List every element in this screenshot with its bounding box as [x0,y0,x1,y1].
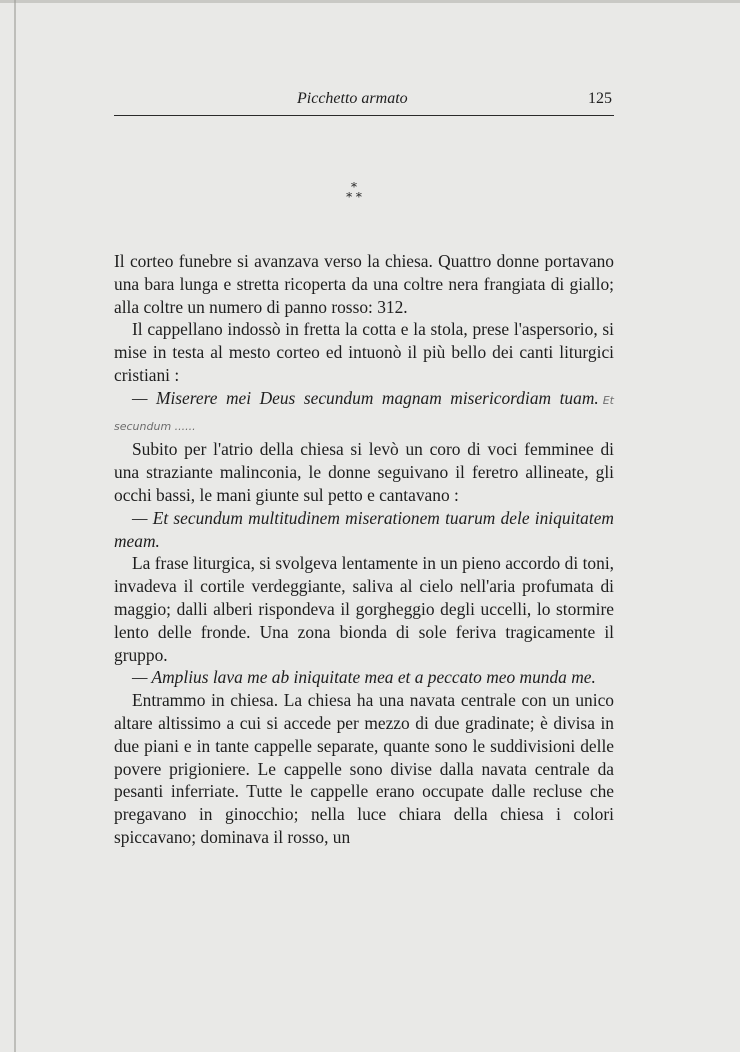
latin-chant-3: — Amplius lava me ab iniquitate mea et a peccato meo munda me. [132,667,596,688]
latin-chant-1 [114,387,614,439]
latin-text: — Miserere mei Deus secundum magnam misericordiam tuam. [132,387,599,408]
page-binding-edge [14,0,16,1052]
section-break-asterism: * * * [346,180,362,204]
page-top-edge [0,0,740,3]
paragraph: Il cappellano indossò in fretta la cotta e la stola, prese l'aspersorio, si mise in testa al mesto corteo ed intuonò il più bello dei canti liturgici cristiani : [114,319,614,385]
page-number: 125 [588,90,612,107]
handwritten-note: Et secundum ...... [114,393,614,433]
paragraph: Subito per l'atrio della chiesa si levò un coro di voci femminee di una straziante malinconia, le donne seguivano il feretro allineate, gli occhi bassi, le mani giunte sul petto e cantavano : [114,439,614,505]
paragraph: Entrammo in chiesa. La chiesa ha una navata centrale con un unico altare altissimo a cui si accede per mezzo di due gradinate; è divisa in due piani e in tante cappelle separate, quante sono le suddivisioni delle povere prigioniere. Le cappelle sono divise dalla navata centrale da pesanti inferriate. Tutte le cappelle erano occupate dalle recluse che pregavano in ginocchio; nella luce chiara della chiesa i colori spiccavano; dominava il rosso, un [114,690,614,847]
body-text [114,250,614,849]
header-rule [114,115,614,117]
running-title: Picchetto armato [297,90,408,107]
running-header [114,86,614,116]
paragraph: Il corteo funebre si avanzava verso la chiesa. Quattro donne portavano una bara lunga e stretta ricoperta da una coltre nera frangiata di giallo; alla coltre un numero di panno rosso: 312. [114,251,614,317]
latin-chant-2: — Et secundum multitudinem miserationem tuarum dele iniquitatem meam. [114,507,614,551]
paragraph: La frase liturgica, si svolgeva lentamente in un pieno accordo di toni, invadeva il cortile verdeggiante, saliva al cielo nell'aria profumata di maggio; dalli alberi rispondeva il gorgheggio degli uccelli, lo stormire lento delle fronde. Una zona bionda di sole feriva tragicamente il gruppo. [114,553,614,665]
